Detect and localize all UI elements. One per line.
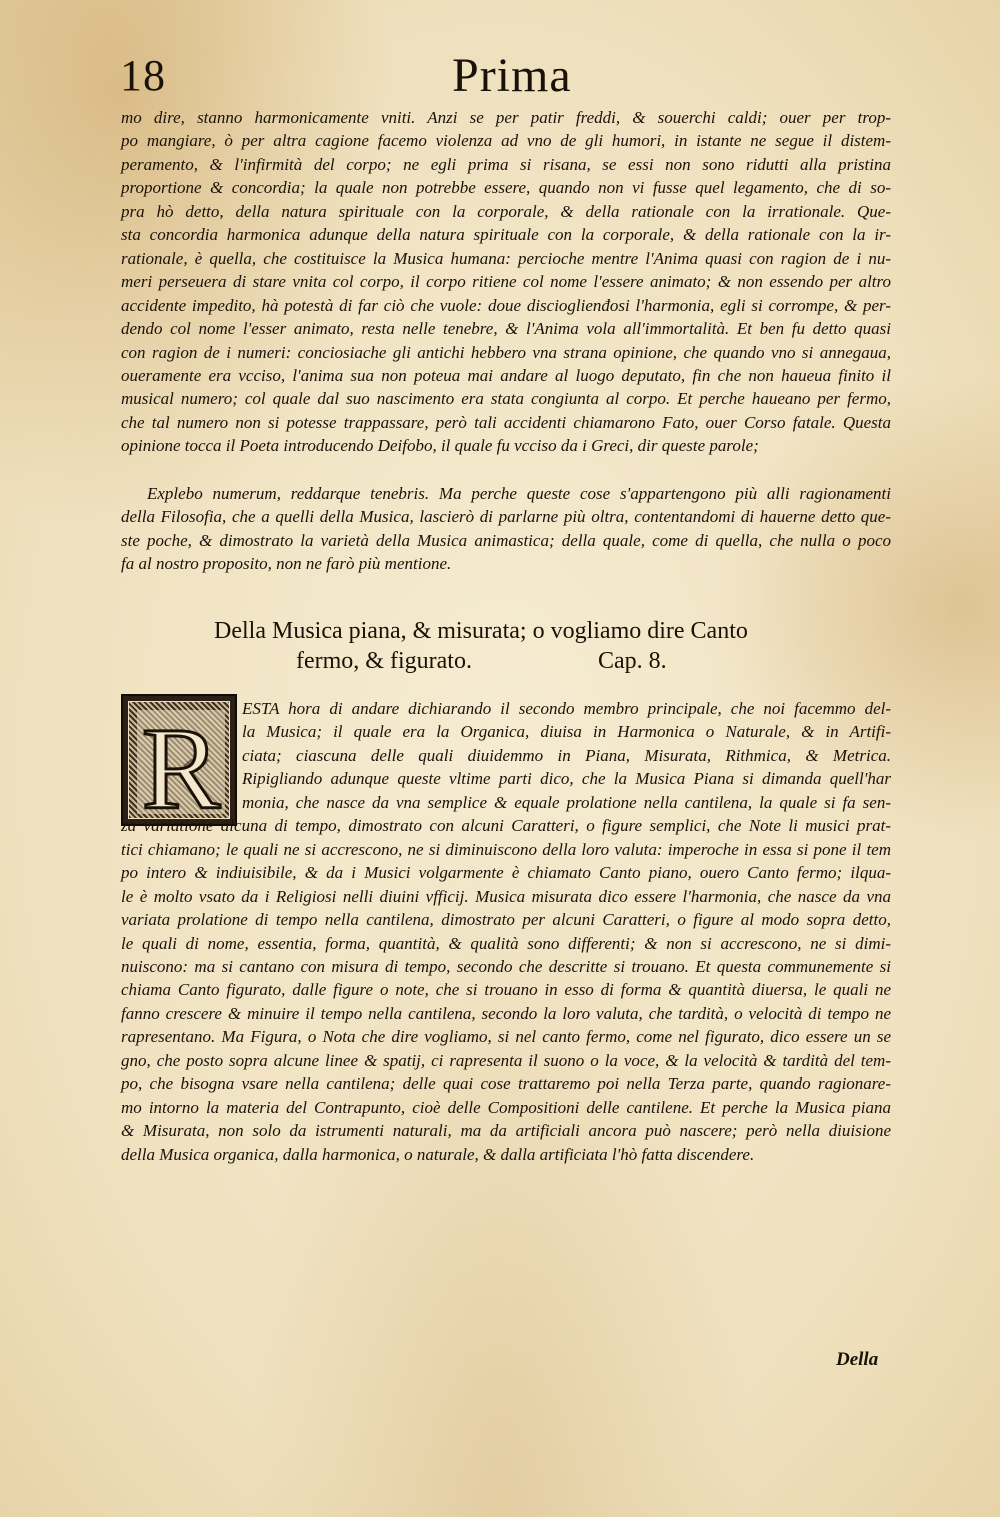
text-line: ste poche, & dimostrato la varietà della Musica animastica; della quale, come di quella, che nulla o poco: [121, 530, 891, 550]
text-line: peramento, & l'infirmità del corpo; ne egli prima si risana, se essi non sono ridutti alla pristina: [121, 154, 891, 174]
paragraph-2: [121, 482, 891, 576]
chapter-label: Cap. 8.: [597, 648, 667, 674]
text-line: dendo col nome l'esser animato, resta nelle tenebre, & l'Anima vola all'immortalità. Et ben fu detto quasi: [121, 319, 891, 339]
text-line: musical numero; col quale dal suo nascimento era stata congiunta al corpo. Et perche haueano per fermo,: [121, 389, 891, 409]
text-line: ESTA hora di andare dichiarando il secondo membro principale, che noi facemmo del-: [242, 699, 891, 718]
text-line: Ripigliando adunque queste vltime parti dico, che la Musica Piana si dimanda quell'har: [242, 769, 891, 789]
text-line: & Misurata, non solo da istrumenti naturali, ma da artificiali ancora può nascere; però nella diuisione: [121, 1121, 891, 1141]
text-line: le è molto vsato da i Religiosi nelli diuini vfficij. Musica misurata dico essere l'harmonia, che nasce da vna: [121, 886, 891, 906]
text-line: nuiscono: ma si cantano con misura di tempo, secondo che descritte si trouano. Et questa communemente si: [121, 956, 891, 976]
svg-text:R: R: [141, 703, 221, 828]
text-line: della Musica organica, dalla harmonica, o naturale, & dalla artificiata l'hò fatta discendere.: [121, 1144, 755, 1164]
text-line: della Filosofia, che a quelli della Musica, lascierò di parlarne più oltra, contentandomi di hauerne detto que-: [121, 507, 891, 527]
text-line: meri perseuera di stare vnita col corpo, il corpo ritiene col nome l'essere animato; & non essendo per altro: [121, 272, 891, 292]
text-line: proportione & concordia; la quale non potrebbe essere, quando non vi fusse quel legamento, che di so-: [121, 178, 891, 198]
running-head: Prima: [452, 49, 572, 102]
text-line: variata prolatione di tempo nella cantilena, dimostrato per alcuni Caratteri, o figure al modo sopra detto,: [121, 910, 891, 930]
text-line: che tal numero non si potesse trappassare, però tali accidenti chiamarono Fato, ouer Corso fatale. Questa: [121, 412, 891, 432]
text-line: rationale, è quella, che costituisce la Musica humana: percioche mentre l'Anima quasi con ragion de i nu-: [121, 248, 891, 268]
paragraph-3: [121, 697, 891, 1166]
text-line: monia, che nasce da vna semplice & equale prolatione nella cantilena, la quale si fa sen-: [242, 792, 891, 812]
text-line: mo dire, stanno harmonicamente vniti. Anzi se per patir freddi, & souerchi caldi; ouer per trop-: [121, 108, 891, 127]
text-line: fanno crescere & minuire il tempo nella cantilena, secondo la loro valuta, che tardità, o velocità di tempo ne: [121, 1003, 891, 1023]
text-line: mo intorno la materia del Contrapunto, cioè delle Compositioni delle cantilene. Et perche la Musica piana: [121, 1097, 891, 1117]
text-line: rapresentano. Ma Figura, o Nota che dire vogliamo, si nel canto fermo, come nel figurato, dico essere un se: [121, 1027, 891, 1047]
text-line: accidente impedito, hà potestà di far ciò che vuole: doue discioglienđosi l'harmonia, egli si corrompe, & per-: [121, 295, 891, 315]
text-line: pra hò detto, della natura spirituale con la corporale, & della rationale con la irrationale. Que-: [121, 201, 891, 221]
chapter-heading: [214, 616, 814, 676]
text-line: chiama Canto figurato, dalle figure o note, che si trouano in esso di forma & quantità diuersa, le quali ne: [121, 980, 891, 1000]
text-line: tici chiamano; le quali ne si accrescono, ne si diminuiscono della loro valuta: imperoche in essa si pone il tem: [121, 839, 891, 859]
chapter-heading-line-1: Della Musica piana, & misurata; o vogliamo dire Canto: [214, 618, 748, 644]
text-line: oueramente era vcciso, l'anima sua non poteua mai andare al luogo deputato, fin che non haueua finito il: [121, 365, 891, 385]
text-line: la Musica; il quale era la Organica, diuisa in Harmonica o Naturale, & in Artifi-: [242, 722, 891, 742]
text-line: gno, che posto sopra alcune linee & spatij, ci rapresenta il suono o la voce, & la velocità & tardità del tem-: [121, 1050, 891, 1070]
catchword: Della: [836, 1349, 879, 1370]
text-line: con ragion de i numeri: conciosiache gli antichi hebbero vna strana opinione, che quando vno si annegaua,: [121, 342, 891, 362]
text-line: Explebo numerum, reddarque tenebris. Ma perche queste cose s'appartengono più alli ragionamenti: [147, 484, 891, 503]
paragraph-1: [121, 106, 891, 458]
text-line: po intero & indiuisibile, & da i Musici volgarmente è chiamato Canto piano, ouero Canto fermo; ilqua-: [121, 863, 891, 883]
text-line: po, che bisogna vsare nella cantilena; delle quai cose trattaremo poi nella Terza parte, quando ragionare-: [121, 1074, 891, 1094]
text-line: fa al nostro proposito, non ne farò più mentione.: [121, 554, 452, 574]
text-line: za variatione alcuna di tempo, dimostrato con alcuni Caratteri, o figure semplici, che Note li musici prat-: [121, 816, 891, 836]
text-line: sta concordia harmonica adunque della natura spirituale con la corporale, & della rationale con la ir-: [121, 225, 891, 245]
text-line: opinione tocca il Poeta introducendo Deifobo, il quale fu vcciso da i Greci, dir queste parole;: [121, 436, 759, 456]
text-line: le quali di nome, essentia, forma, quantità, & qualità sono differenti; & non si accrescono, ne si dimi-: [121, 933, 891, 953]
page-number: 18: [120, 51, 166, 100]
text-line: ciata; ciascuna delle quali diuidemmo in Piana, Misurata, Rithmica, & Metrica.: [242, 745, 891, 765]
text-line: po mangiare, ò per altra cagione facemo violenza ad vno de gli humori, in istante ne segue il distem-: [121, 131, 891, 151]
chapter-heading-line-2: fermo, & figurato.: [296, 648, 472, 674]
